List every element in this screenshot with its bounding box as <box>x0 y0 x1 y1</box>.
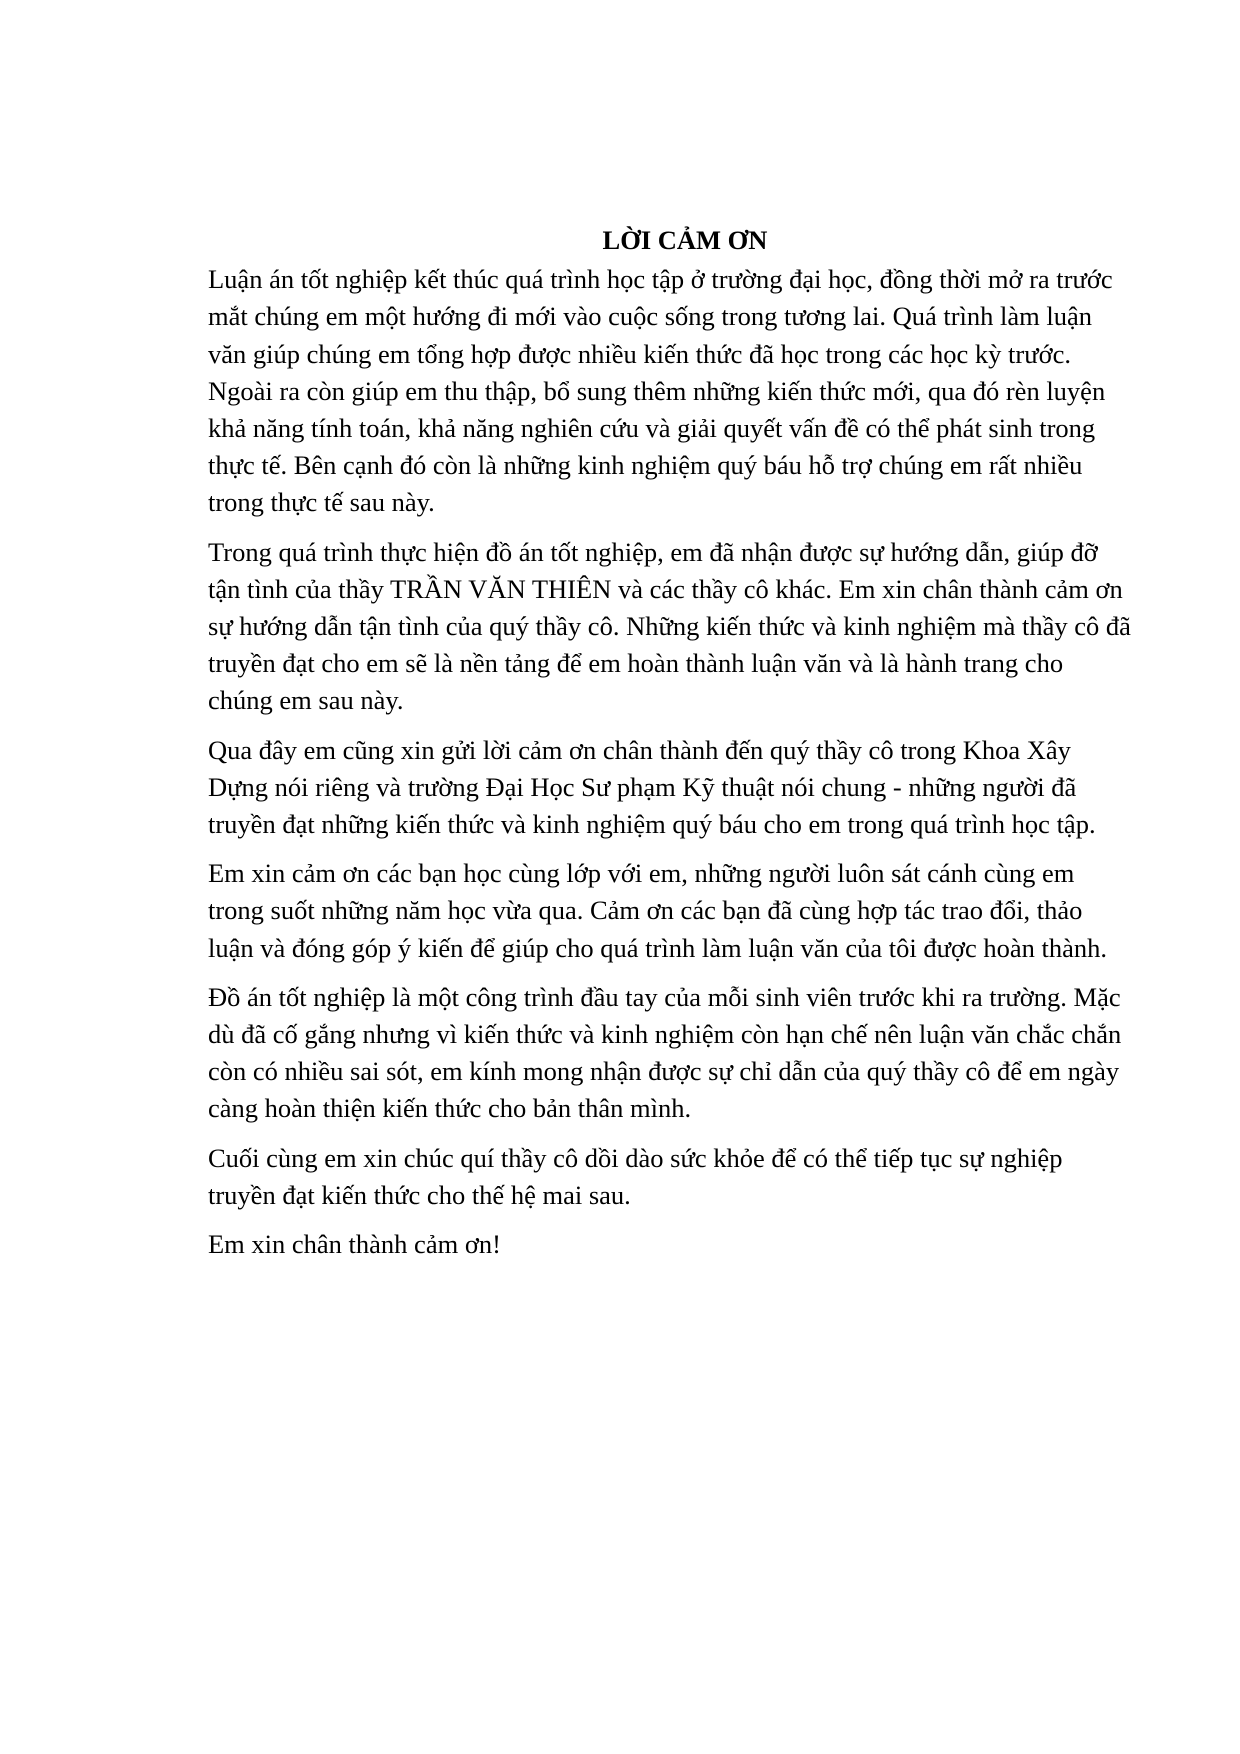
paragraph-limitations: Đồ án tốt nghiệp là một công trình đầu tay của mỗi sinh viên trước khi ra trường. Mặc dù đã cố gắng nhưng vì kiến thức và kinh nghiệm còn hạn chế nên luận văn chắc chắn còn có nhiều sai sót, em kính mong nhận được sự chỉ dẫn của quý thầy cô để em ngày càng hoàn thiện kiến thức cho bản thân mình. <box>208 981 1122 1124</box>
paragraph-closing: Em xin chân thành cảm ơn! <box>208 1229 501 1260</box>
page-title: LỜI CẢM ƠN <box>602 225 768 255</box>
paragraph-classmates-thanks: Em xin cảm ơn các bạn học cùng lớp với em, những người luôn sát cánh cùng em trong suốt những năm học vừa qua. Cảm ơn các bạn đã cùng hợp tác trao đổi, thảo luận và đóng góp ý kiến để giúp cho quá trình làm luận văn của tôi được hoàn thành. <box>208 858 1107 963</box>
paragraph-advisor-thanks: Trong quá trình thực hiện đồ án tốt nghiệp, em đã nhận được sự hướng dẫn, giúp đỡ tận tình của thầy TRẦN VĂN THIÊN và các thầy cô khác. Em xin chân thành cảm ơn sự hướng dẫn tận tình của quý thầy cô. Những kiến thức và kinh nghiệm mà thầy cô đã truyền đạt cho em sẽ là nền tảng để em hoàn thành luận văn và là hành trang cho chúng em sau này. <box>208 536 1131 716</box>
paragraph-intro: Luận án tốt nghiệp kết thúc quá trình học tập ở trường đại học, đồng thời mở ra trước mắt chúng em một hướng đi mới vào cuộc sống trong tương lai. Quá trình làm luận văn giúp chúng em tổng hợp được nhiều kiến thức đã học trong các học kỳ trước. Ngoài ra còn giúp em thu thập, bổ sung thêm những kiến thức mới, qua đó rèn luyện khả năng tính toán, khả năng nghiên cứu và giải quyết vấn đề có thể phát sinh trong thực tế. Bên cạnh đó còn là những kinh nghiệm quý báu hỗ trợ chúng em rất nhiều trong thực tế sau này. <box>208 264 1113 518</box>
paragraph-wishes: Cuối cùng em xin chúc quí thầy cô dồi dào sức khỏe để có thể tiếp tục sự nghiệp truyền đạt kiến thức cho thế hệ mai sau. <box>208 1142 1063 1210</box>
paragraph-faculty-thanks: Qua đây em cũng xin gửi lời cảm ơn chân thành đến quý thầy cô trong Khoa Xây Dựng nói riêng và trường Đại Học Sư phạm Kỹ thuật nói chung - những người đã truyền đạt những kiến thức và kinh nghiệm quý báu cho em trong quá trình học tập. <box>208 734 1096 840</box>
document-body <box>208 222 1132 1275</box>
